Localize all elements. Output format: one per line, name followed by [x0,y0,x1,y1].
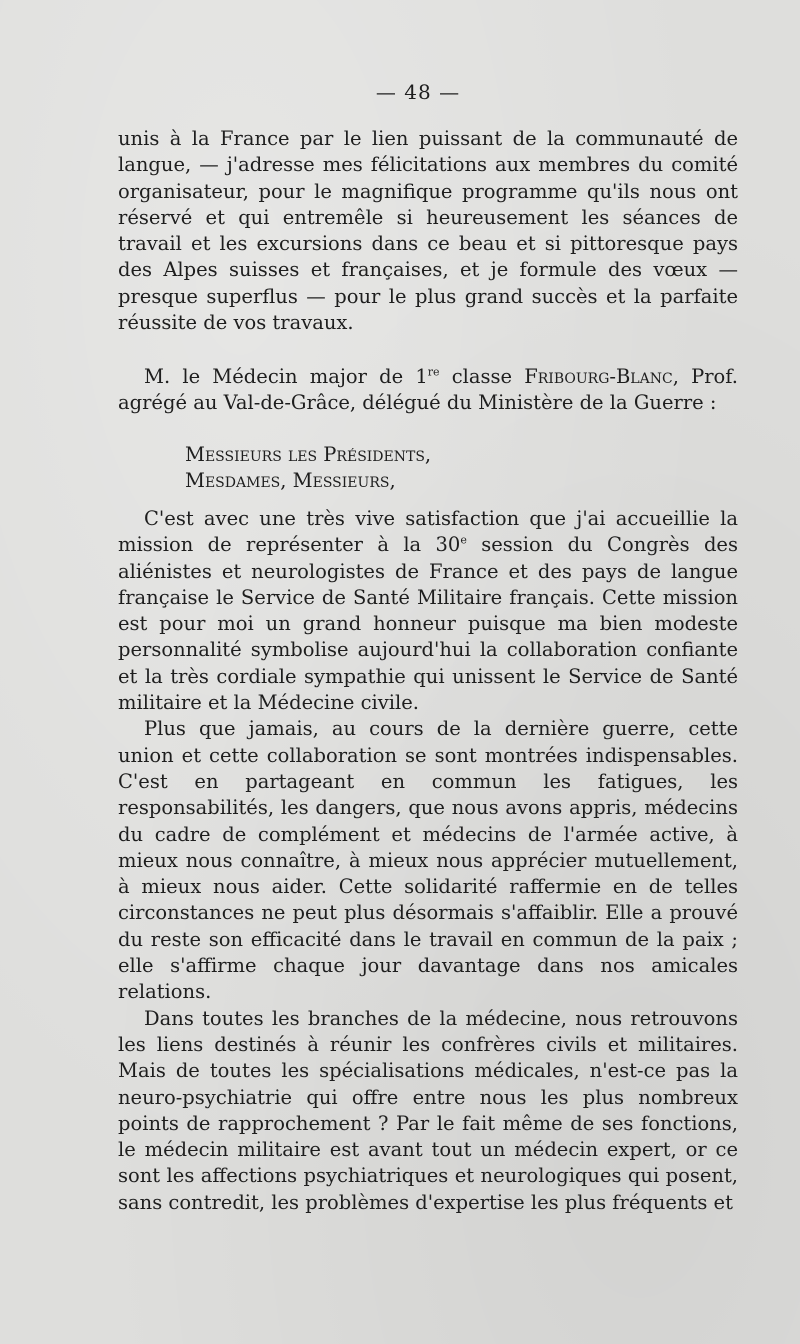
speaker-suffix: , Prof. agrégé au Val-de-Grâce, délégué du Ministère de la Guerre : [118,365,738,415]
salutation-presidents: Messieurs les Présidents, [185,443,432,466]
speech-body [118,506,738,1216]
paragraph-neuro-psychiatrie: Dans toutes les branches de la médecine, nous retrouvons les liens destinés à réunir les confrères civils et militaires. Mais de toutes les spécialisations médicales, n'est-ce pas la neuro-psychiatrie qui offre entre nous les plus nombreux points de rapprochement ? Par le fait même de ses fonctions, le médecin militaire est avant tout un médecin expert, or ce sont les affections psychiatriques et neurologiques qui posent, sans contredit, les problèmes d'expertise les plus fréquents et [118,1006,738,1214]
p3-after-sup: session du Congrès des aliénistes et neurologistes de France et des pays de langue française le Service de Santé Militaire français. Cette mission est pour moi un grand honneur puisque ma bien modeste personnalité symbolise aujourd'hui la collaboration confiante et la très cordiale sympathie qui unissent le Service de Santé militaire et la Médecine civile. [118,533,738,715]
speaker-name: Fribourg-Blanc [524,365,673,388]
page-number: — 48 — [375,80,461,104]
speaker-intro-block [118,364,738,417]
speaker-middle: classe [439,365,525,388]
session-ordinal-sup: e [460,533,467,547]
speaker-introduction [118,364,738,417]
p3-before-sup: C'est avec une très vive satisfaction que j'ai accueillie la mission de représenter à la 30 [118,507,738,557]
speaker-prefix: M. le Médecin major de 1 [144,365,428,388]
salutation-audience: Mesdames, Messieurs, [185,469,396,493]
closing-paragraph-block [118,126,738,336]
speaker-ordinal-sup: re [427,365,440,379]
paragraph-collaboration: Plus que jamais, au cours de la dernière guerre, cette union et cette collaboration se sont montrées indispensables. C'est en partageant en commun les fatigues, les responsabilités, les dangers, que nous avons appris, médecins du cadre de complément et médecins de l'armée active, à mieux nous connaître, à mieux nous apprécier mutuellement, à mieux nous aider. Cette solidarité raffermie en de telles circonstances ne peut plus désormais s'affaiblir. Elle a prouvé du reste son efficacité dans le travail en commun de la paix ; elle s'affirme chaque jour davantage dans nos amicales relations. [118,717,738,1004]
paragraph-closing-remarks: unis à la France par le lien puissant de la communauté de langue, — j'adresse mes félicitations aux membres du comité organisateur, pour le magnifique programme qu'ils nous ont réservé et qui entremêle si heureusement les séances de travail et les excursions dans ce beau et si pittoresque pays des Alpes suisses et françaises, et je formule des vœux — presque superflus — pour le plus grand succès et la parfaite réussite de vos travaux. [118,127,738,335]
paragraph-satisfaction [118,506,738,716]
salutation-block [185,442,685,495]
